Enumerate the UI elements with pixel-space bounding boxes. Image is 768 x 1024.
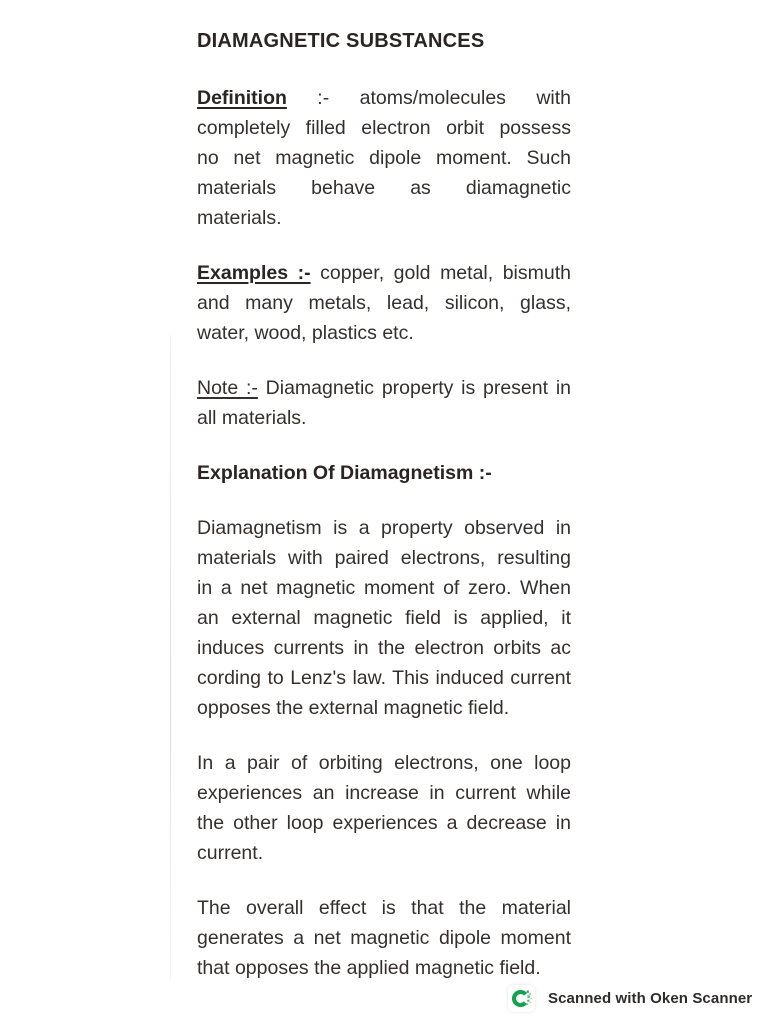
paragraph-lead: Note :- xyxy=(197,377,258,399)
page-title: DIAMAGNETIC SUBSTANCES xyxy=(197,30,485,52)
text-line: an external magnetic field is applied, it xyxy=(197,607,571,629)
paragraph xyxy=(197,373,571,433)
text-line: cording to Lenz's law. This induced current xyxy=(197,667,571,689)
text-line: current. xyxy=(197,842,264,864)
text-line: materials. xyxy=(197,207,282,229)
text-line: that opposes the applied magnetic field. xyxy=(197,957,541,979)
section-heading-text: Explanation Of Diamagnetism xyxy=(197,462,474,484)
text-line: Examples :- copper, gold metal, bismuth xyxy=(197,262,571,284)
text-line: no net magnetic dipole moment. Such xyxy=(197,147,571,169)
text-line: the other loop experiences a decrease in xyxy=(197,812,571,834)
text-line: In a pair of orbiting electrons, one loop xyxy=(197,752,571,774)
scanned-text-body xyxy=(197,26,571,1008)
text-line: induces currents in the electron orbits ac xyxy=(197,637,571,659)
text-line: Note :- Diamagnetic property is present in xyxy=(197,377,571,399)
text-line: materials with paired electrons, resulting xyxy=(197,547,571,569)
paragraph xyxy=(197,893,571,983)
section-heading: Explanation Of Diamagnetism :- xyxy=(197,462,492,484)
text-line: materials behave as diamagnetic xyxy=(197,177,571,199)
oken-scanner-logo-icon xyxy=(508,985,535,1012)
page-edge-shadow xyxy=(170,335,171,980)
text-line: in a net magnetic moment of zero. When xyxy=(197,577,571,599)
text-line: and many metals, lead, silicon, glass, xyxy=(197,292,571,314)
text-line: The overall effect is that the material xyxy=(197,897,571,919)
text-line: opposes the external magnetic field. xyxy=(197,697,510,719)
paragraph xyxy=(197,513,571,723)
text-line: Diamagnetism is a property observed in xyxy=(197,517,571,539)
paragraph xyxy=(197,258,571,348)
text-line: all materials. xyxy=(197,407,307,429)
scanner-watermark-label: Scanned with Oken Scanner xyxy=(548,989,753,1007)
paragraph-lead: Definition xyxy=(197,87,287,109)
text-line: water, wood, plastics etc. xyxy=(197,322,414,344)
text-line: Definition :- atoms/molecules with xyxy=(197,87,572,109)
scanner-watermark xyxy=(508,984,752,1012)
text-line: experiences an increase in current while xyxy=(197,782,571,804)
paragraph xyxy=(197,748,571,868)
paragraph-lead: Examples :- xyxy=(197,262,311,284)
paragraph xyxy=(197,83,571,233)
text-line: completely filled electron orbit possess xyxy=(197,117,571,139)
document-body xyxy=(197,83,571,983)
text-line: generates a net magnetic dipole moment xyxy=(197,927,571,949)
